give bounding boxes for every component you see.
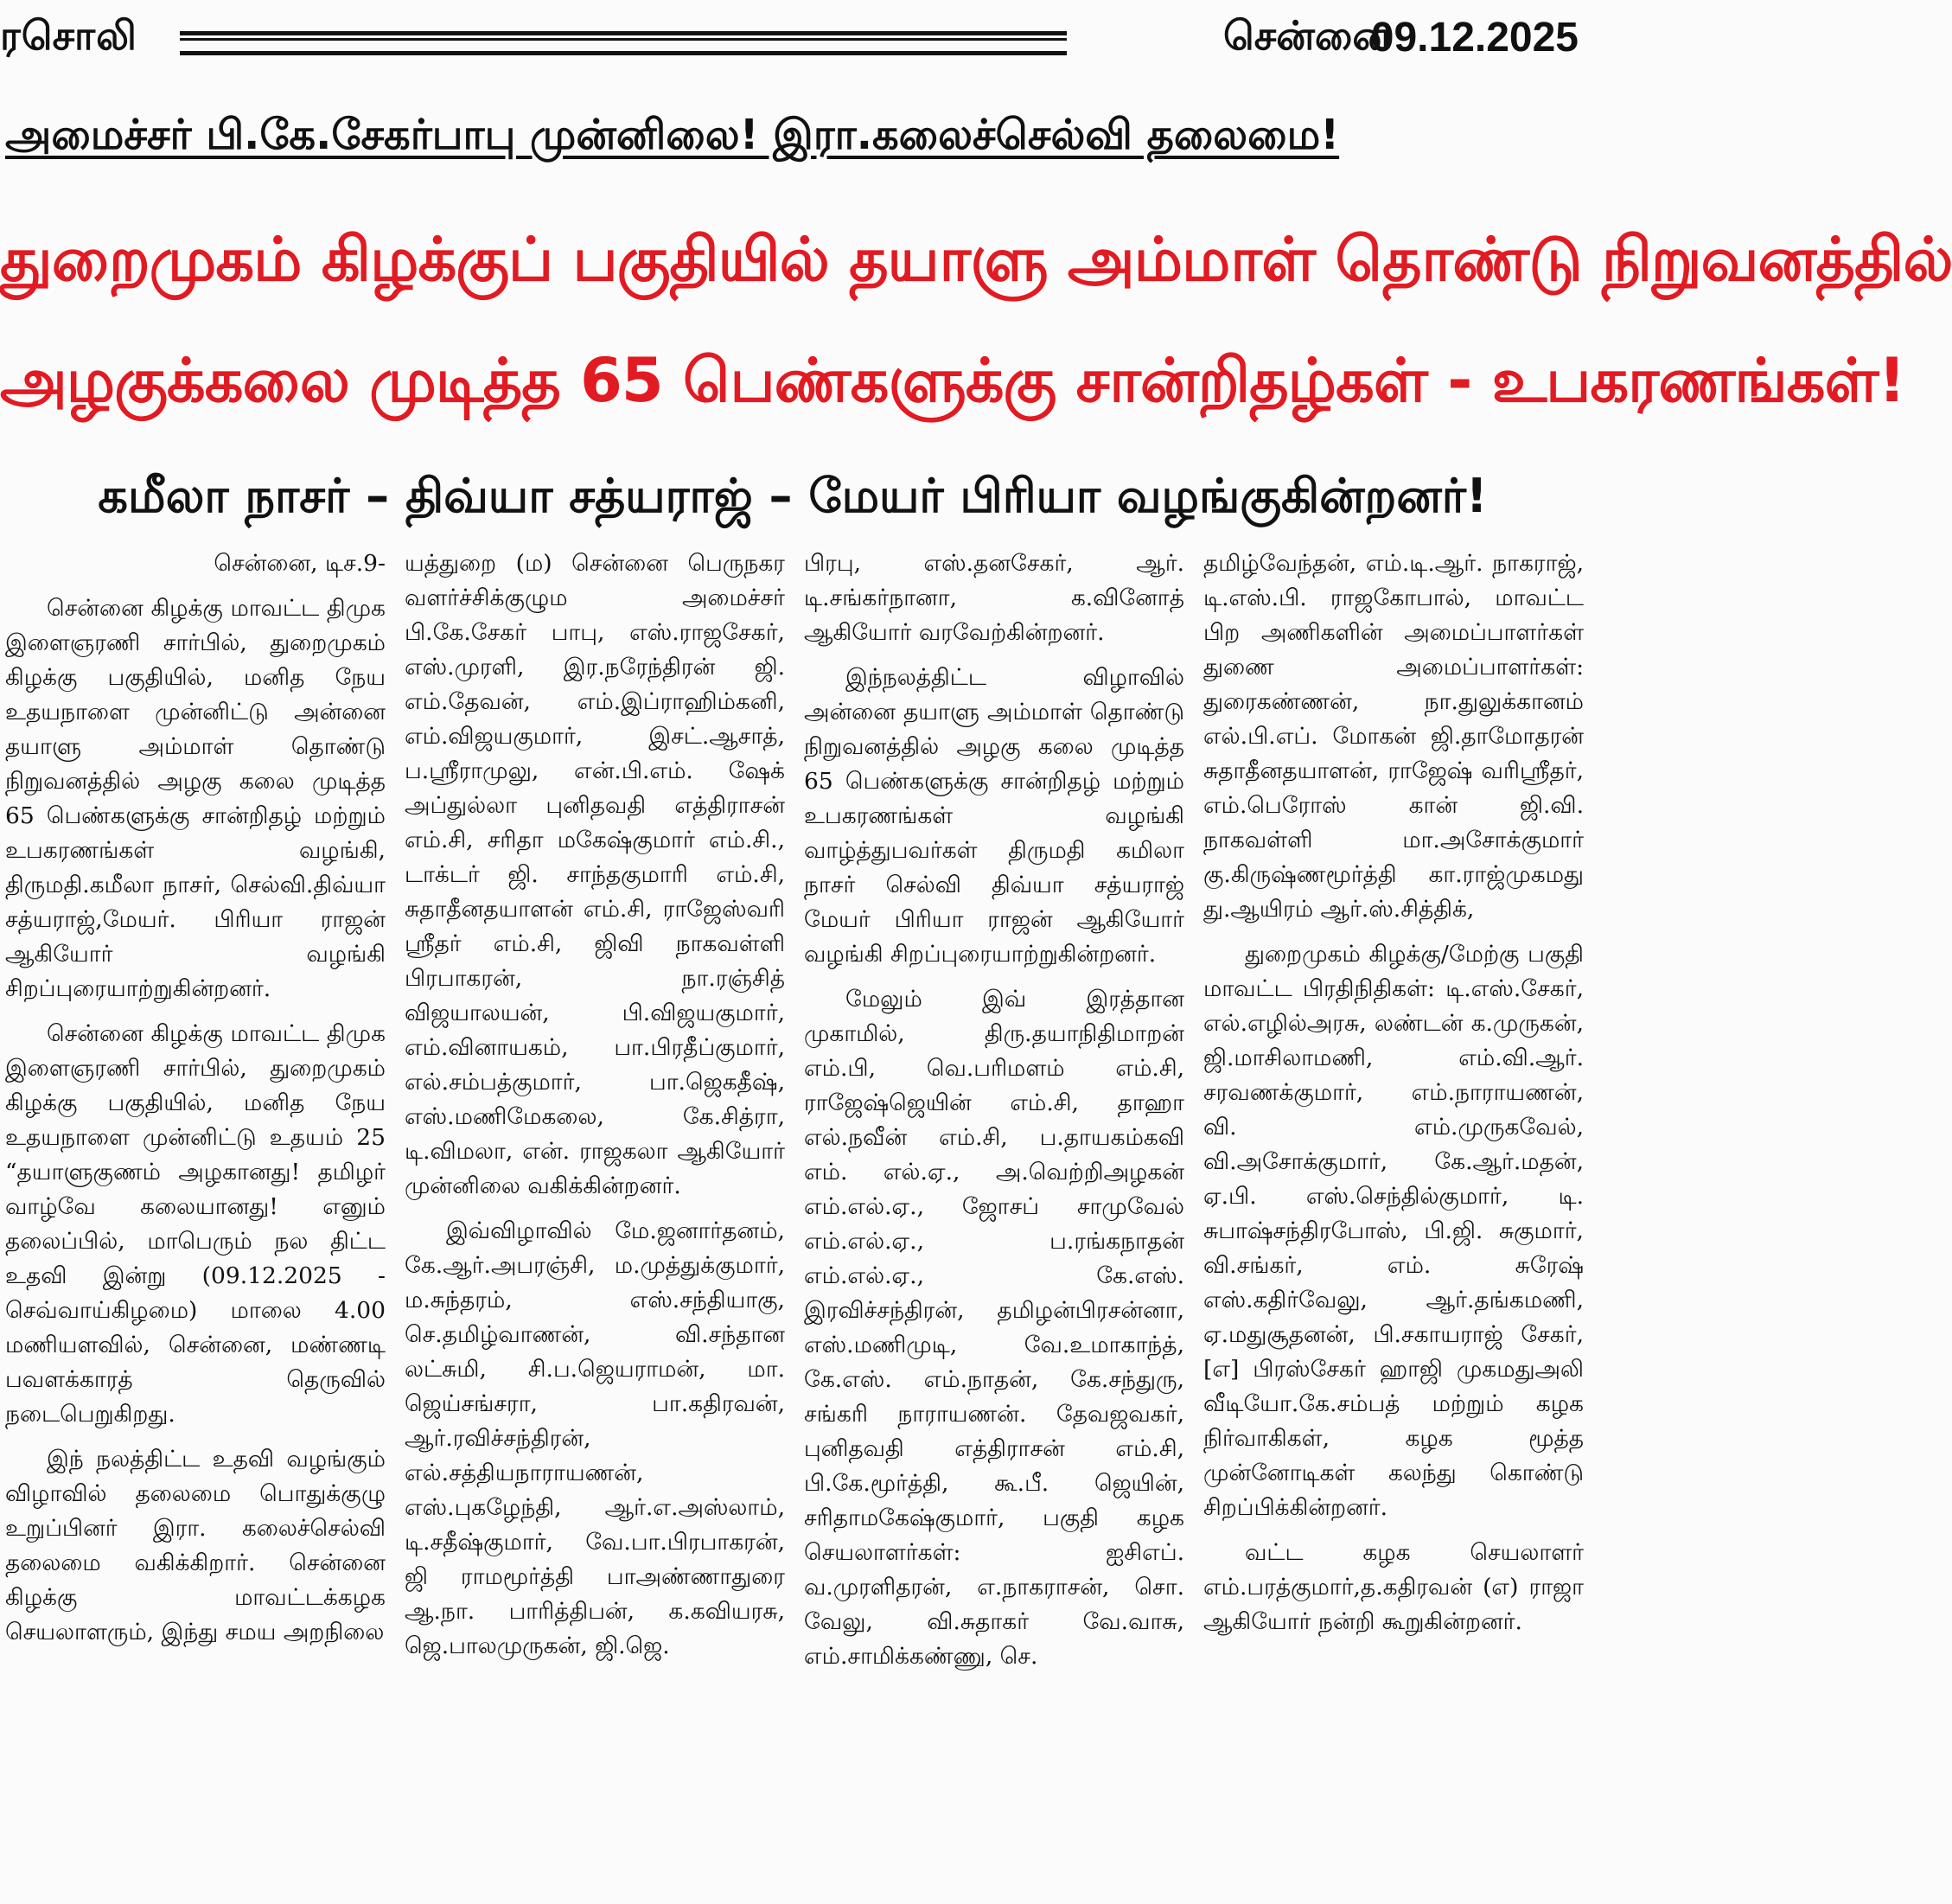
article-body: [5, 546, 1584, 1904]
dateline: சென்னை, டிச.9-: [214, 550, 386, 577]
masthead-date: 09.12.2025: [1370, 15, 1579, 61]
main-headline-line-2: அழகுக்கலை முடித்த 65 பெண்களுக்கு சான்றிதழ்கள் - உபகரணங்கள்!: [0, 345, 1905, 416]
paragraph: இவ்விழாவில் மே.ஜனார்தனம், கே.ஆர்.அபரஞ்சி, ம.முத்துக்குமார், ம.சுந்தரம், எஸ்.சந்தியாகு, செ.தமிழ்வாணன், வி.சந்தான லட்சுமி, சி.ப.ஜெயராமன், மா. ஜெய்சங்சரா, பா.கதிரவன், ஆர்.ரவிச்சந்திரன், எல்.சத்தியநாராயணன், எஸ்.புகழேந்தி, ஆர்.எ.அஸ்லாம், டி.சதீஷ்குமார், வே.பா.பிரபாகரன், ஜி ராமமூர்த்தி பாஅண்ணாதுரை ஆ.நா. பாரித்திபன், க.கவியரசு, ஜெ.பாலமுருகன், ஜி.ஜெ.: [405, 1217, 785, 1659]
main-headline-line-1: துறைமுகம் கிழக்குப் பகுதியில் தயாளு அம்மாள் தொண்டு நிறுவனத்தில்: [0, 224, 1952, 295]
paragraph: சென்னை கிழக்கு மாவட்ட திமுக இளைஞரணி சார்பில், துறைமுகம் கிழக்கு பகுதியில், மனித நேய உதயநாளை முன்னிட்டு உதயம் 25 “தயாளுகுணம் அழகானது! தமிழர் வாழ்வே கலையானது! எனும் தலைப்பில், மாபெரும் நல திட்ட உதவி இன்று (09.12.2025 - செவ்வாய்கிழமை) மாலை 4.00 மணியளவில், சென்னை, மண்ணடி பவளக்காரத் தெருவில் நடைபெறுகிறது.: [5, 1020, 386, 1428]
masthead-city: சென்னை: [1222, 12, 1391, 59]
masthead-rule: [180, 31, 1067, 55]
article-column-1: [5, 546, 386, 1904]
paragraph: இந் நலத்திட்ட உதவி வழங்கும் விழாவில் தலைமை பொதுக்குழு உறுப்பினர் இரா. கலைச்செல்வி தலைமை வகிக்கிறார். சென்னை கிழக்கு மாவட்டக்கழக செயலாளரும், இந்து சமய அறநிலை: [5, 1446, 386, 1645]
kicker-headline: அமைச்சர் பி.கே.சேகர்பாபு முன்னிலை! இரா.கலைச்செல்வி தலைமை!: [5, 111, 1340, 159]
paragraph: தமிழ்வேந்தன், எம்.டி.ஆர். நாகராஜ், டி.எஸ்.பி. ராஜகோபால், மாவட்ட பிற அணிகளின் அமைப்பாளர்கள் துணை அமைப்பாளர்கள்: துரைகண்ணன், நா.துலுக்கானம் எல்.பி.எப். மோகன் ஜி.தாமோதரன் சுதாதீனதயாளன், ராஜேஷ் வரிஸ்ரீதர், எம்.பெரோஸ் கான் ஜி.வி. நாகவள்ளி மா.அசோக்குமார் கு.கிருஷ்ணமூர்த்தி கா.ராஜ்முகமது து.ஆயிரம் ஆர்.ஸ்.சித்திக்,: [1203, 550, 1584, 923]
masthead: [0, 12, 1585, 73]
article-column-3: [804, 546, 1184, 1904]
paragraph: இந்நலத்திட்ட விழாவில் அன்னை தயாளு அம்மாள் தொண்டு நிறுவனத்தில் அழகு கலை முடித்த 65 பெண்களுக்கு சான்றிதழ் மற்றும் உபகரணங்கள் வழங்கி வாழ்த்துபவர்கள் திருமதி கமிலா நாசர் செல்வி திவ்யா சத்யராஜ் மேயர் பிரியா ராஜன் ஆகியோர் வழங்கி சிறப்புரையாற்றுகின்றனர்.: [804, 664, 1184, 968]
paragraph: பிரபு, எஸ்.தனசேகர், ஆர். டி.சங்கர்நானா, க.வினோத் ஆகியோர் வரவேற்கின்றனர்.: [804, 550, 1184, 646]
paragraph: மேலும் இவ் இரத்தான முகாமில், திரு.தயாநிதிமாறன் எம்.பி, வெ.பரிமளம் எம்.சி, ராஜேஷ்ஜெயின் எம்.சி, தாஹா எல்.நவீன் எம்.சி, ப.தாயகம்கவி எம். எல்.ஏ., அ.வெற்றிஅழகன் எம்.எல்.ஏ., ஜோசப் சாமுவேல் எம்.எல்.ஏ., ப.ரங்கநாதன் எம்.எல்.ஏ., கே.எஸ். இரவிச்சந்திரன், தமிழன்பிரசன்னா, எஸ்.மணிமுடி, வே.உமாகாந்த், கே.எஸ். எம்.நாதன், கே.சந்துரு, சங்கரி நாராயணன். தேவஜவகர், புனிதவதி எத்திராசன் எம்.சி, பி.கே.மூர்த்தி, கூ.பீ. ஜெயின், சரிதாமகேஷ்குமார், பகுதி கழக செயலாளர்கள்: ஐசிஎப். வ.முரளிதரன், எ.நாகராசன், சொ. வேலு, வி.சுதாகர் வே.வாசு, எம்.சாமிக்கண்ணு, செ.: [804, 986, 1184, 1670]
article-column-2: [405, 546, 785, 1904]
article-column-4: [1203, 546, 1584, 1904]
paragraph: சென்னை கிழக்கு மாவட்ட திமுக இளைஞரணி சார்பில், துறைமுகம் கிழக்கு பகுதியில், மனித நேய உதயநாளை முன்னிட்டு அன்னை தயாளு அம்மாள் தொண்டு நிறுவனத்தில் அழகு கலை முடித்த 65 பெண்களுக்கு சான்றிதழ் மற்றும் உபகரணங்கள் வழங்கி, திருமதி.கமீலா நாசர், செல்வி.திவ்யா சத்யராஜ்,மேயர். பிரியா ராஜன் ஆகியோர் வழங்கி சிறப்புரையாற்றுகின்றனர்.: [5, 595, 386, 1002]
sub-headline: கமீலா நாசர் – திவ்யா சத்யராஜ் – மேயர் பிரியா வழங்குகின்றனர்!: [98, 469, 1488, 523]
paragraph: யத்துறை (ம) சென்னை பெருநகர வளர்ச்சிக்குழும அமைச்சர் பி.கே.சேகர் பாபு, எஸ்.ராஜசேகர், எஸ்.முரளி, இர.நரேந்திரன் ஜி. எம்.தேவன், எம்.இப்ராஹிம்கனி, எம்.விஜயகுமார், இசட்.ஆசாத், ப.ஸ்ரீராமுலு, என்.பி.எம். ஷேக் அப்துல்லா புனிதவதி எத்திராசன் எம்.சி, சரிதா மகேஷ்குமார் எம்.சி., டாக்டர் ஜி. சாந்தகுமாரி எம்.சி, சுதாதீனதயாளன் எம்.சி, ராஜேஸ்வரி ஸ்ரீதர் எம்.சி, ஜிவி நாகவள்ளி பிரபாகரன், நா.ரஞ்சித் விஜயாலயன், பி.விஜயகுமார், எம்.வினாயகம், பா.பிரதீப்குமார், எல்.சம்பத்குமார், பா.ஜெகதீஷ், எஸ்.மணிமேகலை, கே.சித்ரா, டி.விமலா, என். ராஜகலா ஆகியோர் முன்னிலை வகிக்கின்றனர்.: [405, 550, 785, 1199]
paper-name: ரசொலி: [0, 12, 137, 59]
paragraph: வட்ட கழக செயலாளர் எம்.பரத்குமார்,த.கதிரவன் (எ) ராஜா ஆகியோர் நன்றி கூறுகின்றனர்.: [1203, 1539, 1584, 1635]
paragraph: துறைமுகம் கிழக்கு/மேற்கு பகுதி மாவட்ட பிரதிநிதிகள்: டி.எஸ்.சேகர், எல்.எழில்அரசு, லண்டன் க.முருகன், ஜி.மாசிலாமணி, எம்.வி.ஆர். சரவணக்குமார், எம்.நாராயணன், வி. எம்.முருகவேல், வி.அசோக்குமார், கே.ஆர்.மதன், ஏ.பி. எஸ்.செந்தில்குமார், டி. சுபாஷ்சந்திரபோஸ், பி.ஜி. சுகுமார், வி.சங்கர், எம். சுரேஷ் எஸ்.கதிர்வேலு, ஆர்.தங்கமணி, ஏ.மதுசூதனன், பி.சகாயராஜ் சேகர், [எ] பிரஸ்சேகர் ஹாஜி முகமதுஅலி வீடியோ.கே.சம்பத் மற்றும் கழக நிர்வாகிகள், கழக மூத்த முன்னோடிகள் கலந்து கொண்டு சிறப்பிக்கின்றனர்.: [1203, 941, 1584, 1521]
